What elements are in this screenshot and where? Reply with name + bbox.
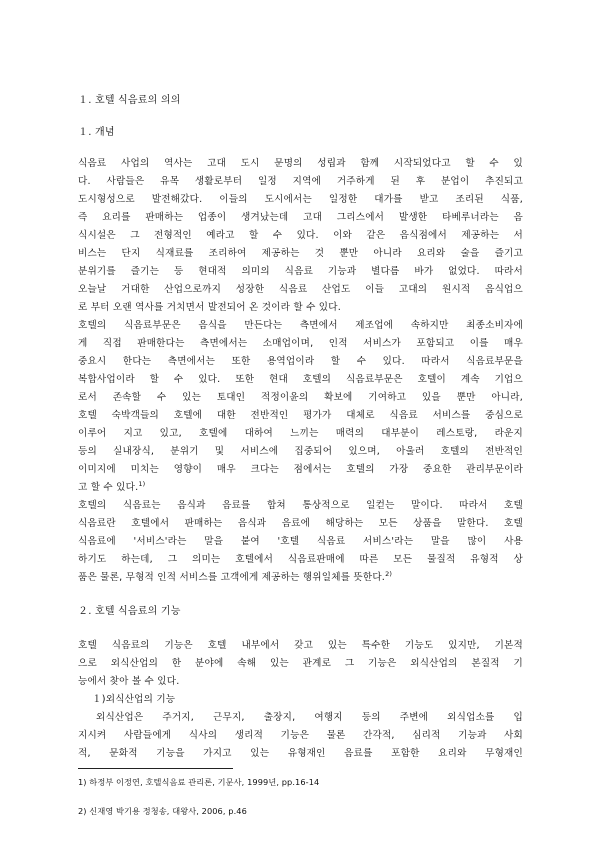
paragraph-line-text: 품은 물론, 무형적 인적 서비스를 고객에게 제공하는 행위일체를 뜻한다. bbox=[78, 572, 386, 583]
paragraph-line: 등의 실내장식, 분위기 및 서비스에 집중되어 있으며, 아울러 호텔의 전반적인 bbox=[78, 446, 523, 457]
footnote-reference-2: 2) bbox=[385, 569, 393, 578]
paragraph-line: 하기도 하는데, 그 의미는 호텔에서 식음료판매에 따른 모든 물질적 유형적 상 bbox=[78, 554, 523, 565]
paragraph-line: 외식산업은 주거지, 근무지, 출장지, 여행지 등의 주변에 외식업소를 입 bbox=[96, 712, 523, 723]
paragraph-line: 분위기를 즐기는 등 현대적 의미의 식음료 기능과 별다름 바가 없었다. 따라서 bbox=[78, 266, 523, 277]
paragraph-line: 식음료 사업의 역사는 고대 도시 문명의 성립과 함께 시작되었다고 할 수 있 bbox=[78, 158, 523, 169]
paragraph-line bbox=[78, 569, 523, 586]
paragraph-line: 중요시 한다는 측면에서는 또한 용역업이라 할 수 있다. 따라서 식음료부문을 bbox=[78, 356, 523, 367]
paragraph-line: 비스는 단지 식재료를 조리하여 제공하는 것 뿐만 아니라 요리와 술을 즐기고 bbox=[78, 248, 523, 259]
paragraph-line: 호텔 식음료의 기능은 호텔 내부에서 갖고 있는 특수한 기능도 있지만, 기본적 bbox=[78, 640, 523, 651]
paragraph-line: 지시켜 사람들에게 식사의 생리적 기능은 물론 간각적, 심리적 기능과 사회 bbox=[78, 730, 523, 741]
footnote-separator bbox=[78, 768, 233, 769]
footnote-1: 1) 하정부 이정연, 호텔식음료 관리론, 기문사, 1999년, pp.16-14 bbox=[78, 777, 320, 787]
subsection-1-title: １. 개념 bbox=[78, 127, 115, 138]
paragraph-line: 도시형성으로 발전해갔다. 이들의 도시에서는 일정한 대가를 받고 조리된 식품, bbox=[78, 194, 523, 205]
paragraph-line-text: 고 할 수 있다. bbox=[78, 482, 139, 493]
paragraph-line: 게 직접 판매한다는 측면에서는 소매업이며, 인적 서비스가 포함되고 이를 매우 bbox=[78, 338, 523, 349]
paragraph-line: 식음료에 '서비스'라는 말을 붙여 '호텔 식음료 서비스'라는 말을 많이 사용 bbox=[78, 536, 523, 547]
section-2-title: ２. 호텔 식음료의 기능 bbox=[78, 606, 181, 617]
paragraph-line: 다. 사람들은 유목 생활로부터 일정 지역에 거주하게 된 후 분업이 추진되고 bbox=[78, 176, 523, 187]
paragraph-line: 호텔의 식음료는 음식과 음료를 합쳐 통상적으로 일컫는 말이다. 따라서 호텔 bbox=[78, 500, 523, 511]
paragraph-line: 오늘날 거대한 산업으로까지 성장한 식음료 산업도 이들 고대의 원시적 음식업으 bbox=[78, 284, 523, 295]
paragraph-line: 호텔의 식음료부문은 음식을 만든다는 측면에서 제조업에 속하지만 최종소비자에 bbox=[78, 320, 523, 331]
paragraph-line: 복합사업이라 할 수 있다. 또한 현대 호텔의 식음료부문은 호텔이 계속 기업으 bbox=[78, 374, 523, 385]
paragraph-line: 즉 요리를 판매하는 업종이 생겨났는데 고대 그리스에서 발생한 타베루너라는 음 bbox=[78, 212, 523, 223]
paragraph-line: 식음료란 호텔에서 판매하는 음식과 음료에 해당하는 모든 상품을 말한다. 호텔 bbox=[78, 518, 523, 529]
paragraph-line: 으로 외식산업의 한 분야에 속해 있는 관계로 그 기능은 외식산업의 본질적 기 bbox=[78, 658, 523, 669]
paragraph-line: 이미지에 미치는 영향이 매우 크다는 점에서는 호텔의 가장 중요한 관리부문이라 bbox=[78, 464, 523, 475]
subsection-title: １)외식산업의 기능 bbox=[92, 694, 176, 705]
paragraph-line: 능에서 찾아 볼 수 있다. bbox=[78, 676, 180, 687]
footnote-reference-1: 1) bbox=[138, 479, 146, 488]
paragraph-line: 호텔 숙박객들의 호텔에 대한 전반적인 평가가 대체로 식음료 서비스를 중심으로 bbox=[78, 410, 523, 421]
footnote-2: 2) 신재영 박기용 정청송, 대왕사, 2006, p.46 bbox=[78, 806, 247, 816]
paragraph-line: 식시설은 그 전형적인 예라고 할 수 있다. 이와 같은 음식점에서 제공하는 서 bbox=[78, 230, 523, 241]
paragraph-line: 이루어 지고 있고, 호텔에 대하여 느끼는 매력의 대부분이 레스토랑, 라운지 bbox=[78, 428, 523, 439]
paragraph-line bbox=[78, 479, 523, 496]
paragraph-line: 적, 문화적 기능을 가지고 있는 유형재인 음료를 포함한 요리와 무형재인 bbox=[78, 748, 523, 759]
section-1-title: １. 호텔 식음료의 의의 bbox=[78, 95, 181, 106]
paragraph-line: 로 부터 오랜 역사를 거치면서 발전되어 온 것이라 할 수 있다. bbox=[78, 302, 341, 313]
paragraph-line: 로서 존속할 수 있는 토대인 적정이윤의 확보에 기여하고 있을 뿐만 아니라, bbox=[78, 392, 523, 403]
